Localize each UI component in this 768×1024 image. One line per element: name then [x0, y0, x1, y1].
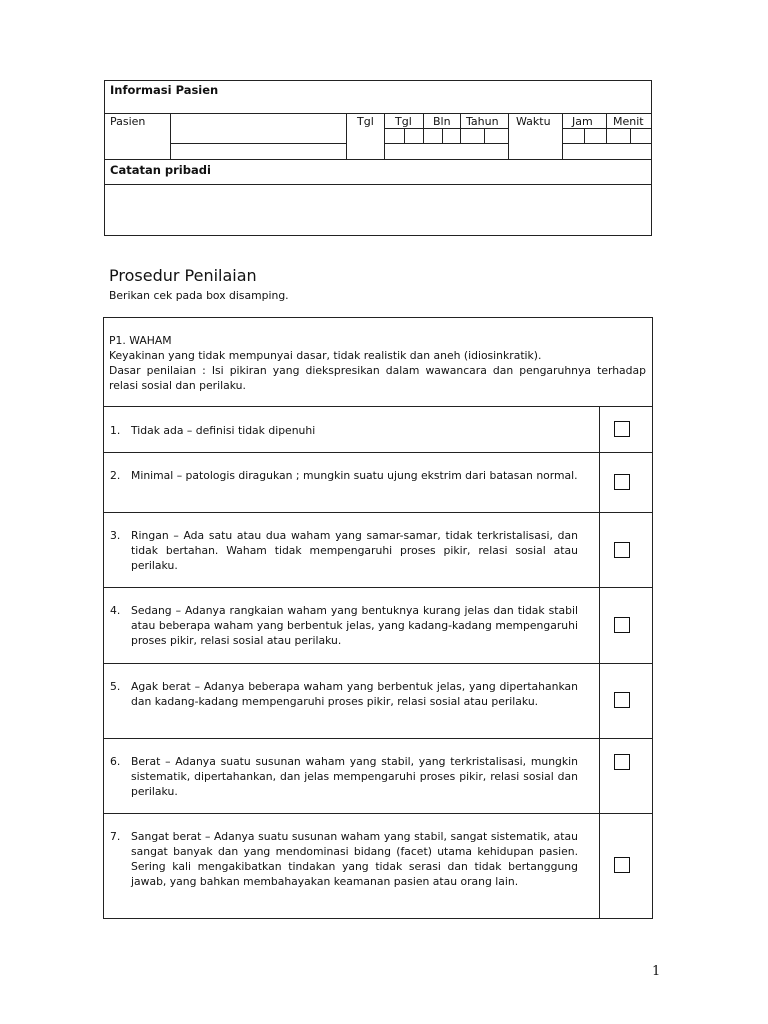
item-text: Ringan – Ada satu atau dua waham yang samar-samar, tidak terkristalisasi, dan tidak bertahan. Waham tidak mempengaruhi proses pikir, relasi sosial atau perilaku. [131, 529, 578, 572]
item-number: 2. [110, 469, 121, 482]
personal-notes-field[interactable] [105, 185, 651, 235]
patient-name-field[interactable] [171, 114, 345, 142]
year-label: Tahun [466, 115, 499, 128]
patient-label: Pasien [110, 115, 146, 128]
rating-checkbox-5[interactable] [614, 692, 630, 708]
divider [562, 143, 652, 144]
divider [103, 663, 653, 664]
item-text: Sedang – Adanya rangkaian waham yang bentuknya kurang jelas dan tidak stabil atau beberapa waham yang berbentuk jelas, yang kadang-kadang mempengaruhi proses pikir, relasi sosial atau perilaku. [131, 604, 578, 647]
divider [384, 143, 508, 144]
divider [599, 406, 600, 919]
divider [104, 159, 652, 160]
day-label: Tgl [395, 115, 412, 128]
item-text: Tidak ada – definisi tidak dipenuhi [131, 424, 316, 437]
personal-notes-title: Catatan pribadi [110, 163, 211, 177]
divider [103, 738, 653, 739]
item-text: Agak berat – Adanya beberapa waham yang berbentuk jelas, yang dipertahankan dan kadang-kadang mempengaruhi proses pikir, relasi sosial atau perilaku. [131, 680, 578, 708]
rating-checkbox-7[interactable] [614, 857, 630, 873]
divider [508, 113, 509, 159]
item-text: Sangat berat – Adanya suatu susunan waham yang stabil, sangat sistematik, atau sangat banyak dan yang mendominasi bidang (facet) utama kehidupan pasien. Sering kali mengakibatkan tindakan yang tidak serasi dan tidak bertanggung jawab, yang bahkan membahayakan keamanan pasien atau orang lain. [131, 830, 578, 888]
item-number: 3. [110, 529, 121, 542]
item-text: Berat – Adanya suatu susunan waham yang stabil, yang terkristalisasi, mungkin sistematik, dipertahankan, dan jelas mempengaruhi proses pikir, relasi sosial dan perilaku. [131, 755, 578, 798]
patient-id-field[interactable] [171, 144, 345, 158]
time-field[interactable] [563, 129, 651, 142]
rating-checkbox-1[interactable] [614, 421, 630, 437]
item-number: 4. [110, 604, 121, 617]
divider [346, 113, 347, 159]
divider [103, 406, 653, 407]
time-label: Waktu [516, 115, 551, 128]
divider [103, 587, 653, 588]
section-basis: Dasar penilaian : Isi pikiran yang diekspresikan dalam wawancara dan pengaruhnya terhadap relasi sosial dan perilaku. [109, 364, 646, 392]
date-field[interactable] [385, 129, 507, 142]
section-title: P1. WAHAM [109, 334, 172, 347]
item-number: 7. [110, 830, 121, 843]
procedure-heading: Prosedur Penilaian [109, 266, 257, 285]
section-definition: Keyakinan yang tidak mempunyai dasar, tidak realistik dan aneh (idiosinkratik). [109, 349, 542, 362]
patient-info-title: Informasi Pasien [110, 83, 219, 97]
rating-checkbox-4[interactable] [614, 617, 630, 633]
divider [103, 813, 653, 814]
item-number: 6. [110, 755, 121, 768]
page-number: 1 [652, 964, 661, 979]
divider [103, 452, 653, 453]
item-number: 1. [110, 424, 121, 437]
item-number: 5. [110, 680, 121, 693]
minute-label: Menit [613, 115, 644, 128]
rating-checkbox-3[interactable] [614, 542, 630, 558]
rating-checkbox-6[interactable] [614, 754, 630, 770]
rating-checkbox-2[interactable] [614, 474, 630, 490]
month-label: Bln [433, 115, 451, 128]
divider [103, 512, 653, 513]
procedure-instruction: Berikan cek pada box disamping. [109, 289, 289, 302]
date-label: Tgl [357, 115, 374, 128]
item-text: Minimal – patologis diragukan ; mungkin suatu ujung ekstrim dari batasan normal. [131, 469, 578, 482]
hour-label: Jam [572, 115, 593, 128]
